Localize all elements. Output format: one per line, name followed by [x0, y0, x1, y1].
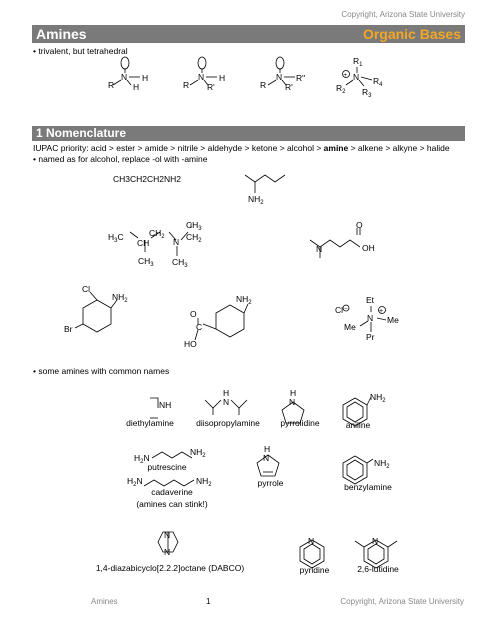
svg-text:CH2: $CH_2$: [149, 228, 165, 240]
svg-text:H: H: [219, 73, 226, 83]
svg-text:N: N: [223, 397, 230, 407]
svg-text:N: N: [367, 313, 374, 323]
svg-text:Cl: Cl: [335, 305, 344, 315]
named-bullet: • named as for alcohol, replace -ol with -amine: [33, 154, 208, 164]
svg-text:H: H: [133, 82, 140, 92]
svg-text:R: R: [108, 80, 115, 90]
copyright-top: Copyright, Arizona State University: [341, 10, 465, 19]
label-pyridine: pyridine: [299, 565, 330, 575]
svg-text:OH: OH: [362, 243, 375, 253]
svg-text:N: N: [276, 72, 283, 82]
label-lutidine: 2,6-lutidine: [357, 564, 399, 574]
label-benzylamine: benzylamine: [344, 482, 392, 492]
svg-text:NH2: $NH_2$: [374, 458, 390, 470]
svg-text:H3C: $H_3C$: [108, 232, 124, 244]
label-aniline: aniline: [345, 420, 371, 430]
svg-text:N: N: [164, 547, 171, 557]
svg-text:N: N: [353, 72, 360, 82]
priority-suffix: > alkene > alkyne > halide: [348, 143, 450, 153]
svg-text:C: C: [196, 322, 203, 332]
svg-text:R: R: [260, 80, 267, 90]
label-pyrrolidine: pyrrolidine: [280, 418, 320, 428]
svg-text:H: H: [290, 388, 297, 398]
svg-text:−: −: [344, 306, 348, 313]
svg-text:N: N: [316, 244, 323, 254]
intro-bullet: • trivalent, but tetrahedral: [33, 46, 128, 56]
svg-text:Me: Me: [344, 322, 356, 332]
svg-text:R": R": [296, 73, 306, 83]
svg-text:NH2: $NH_2$: [236, 294, 252, 306]
svg-text:N: N: [198, 72, 205, 82]
svg-text:Cl: Cl: [82, 284, 91, 294]
svg-text:H: H: [142, 73, 149, 83]
svg-text:O: O: [356, 220, 363, 230]
svg-text:N: N: [173, 237, 180, 247]
svg-text:R2: $R_2$: [336, 83, 346, 95]
svg-text:+: +: [379, 308, 384, 315]
common-names-bullet: • some amines with common names: [33, 366, 170, 376]
svg-text:N: N: [308, 536, 315, 546]
svg-text:H2N: $H_2N$: [134, 453, 150, 465]
svg-text:HO: HO: [184, 339, 197, 349]
svg-text:CH: CH: [137, 238, 150, 248]
label-dabco: 1,4-diazabicyclo[2.2.2]octane (DABCO): [95, 563, 245, 573]
svg-text:R4: $R_4$: [373, 76, 383, 88]
svg-text:N: N: [263, 453, 270, 463]
page-title: Amines: [36, 26, 87, 42]
propylamine-formula: CH3CH2CH2NH2: [113, 174, 182, 184]
section-title: 1 Nomenclature: [36, 126, 127, 140]
svg-text:CH3: $CH_3$: [186, 220, 202, 232]
priority-amine: amine: [323, 143, 349, 153]
svg-text:Me: Me: [387, 315, 399, 325]
label-cadaverine: cadaverine: [151, 487, 193, 497]
svg-text:H2N: $H_2N$: [127, 476, 143, 488]
svg-text:O: O: [190, 309, 197, 319]
svg-text:N: N: [121, 72, 128, 82]
svg-text:Et: Et: [366, 295, 375, 305]
label-diethylamine: diethylamine: [126, 418, 174, 428]
page-subtitle: Organic Bases: [362, 26, 461, 42]
svg-text:NH2: $NH_2$: [112, 292, 128, 304]
svg-text:CH3: $CH_3$: [172, 257, 188, 269]
svg-text:R': R': [285, 82, 293, 92]
svg-text:R3: $R_3$: [362, 87, 372, 99]
svg-text:Br: Br: [64, 324, 73, 334]
svg-text:NH2: $NH_2$: [190, 447, 206, 459]
svg-text:N: N: [289, 397, 296, 407]
priority-prefix: IUPAC priority: acid > ester > amide > nitrile > aldehyde > ketone > alcohol >: [33, 143, 324, 153]
label-diisopropylamine: diisopropylamine: [196, 418, 260, 428]
svg-text:R': R': [207, 82, 215, 92]
svg-text:N: N: [372, 536, 379, 546]
svg-text:H: H: [223, 388, 230, 398]
svg-text:R1: $R_1$: [353, 56, 363, 68]
label-stink-note: (amines can stink!): [136, 499, 208, 509]
svg-text:CH3: $CH_3$: [138, 256, 154, 268]
svg-text:NH2: $NH_2$: [248, 194, 264, 206]
svg-text:H: H: [264, 444, 271, 454]
svg-text:Pr: Pr: [366, 332, 375, 342]
svg-text:NH2: $NH_2$: [370, 392, 386, 404]
page-number: 1: [206, 597, 211, 606]
footer-right: Copyright, Arizona State University: [340, 597, 464, 606]
label-putrescine: putrescine: [147, 462, 187, 472]
footer-left: Amines: [91, 597, 118, 606]
label-pyrrole: pyrrole: [257, 478, 284, 488]
svg-text:NH2: $NH_2$: [196, 476, 212, 488]
svg-text:NH: NH: [159, 400, 172, 410]
svg-text:+: +: [343, 73, 348, 79]
svg-text:R: R: [183, 80, 190, 90]
svg-text:N: N: [164, 530, 171, 540]
svg-text:CH2: $CH_2$: [186, 232, 202, 244]
